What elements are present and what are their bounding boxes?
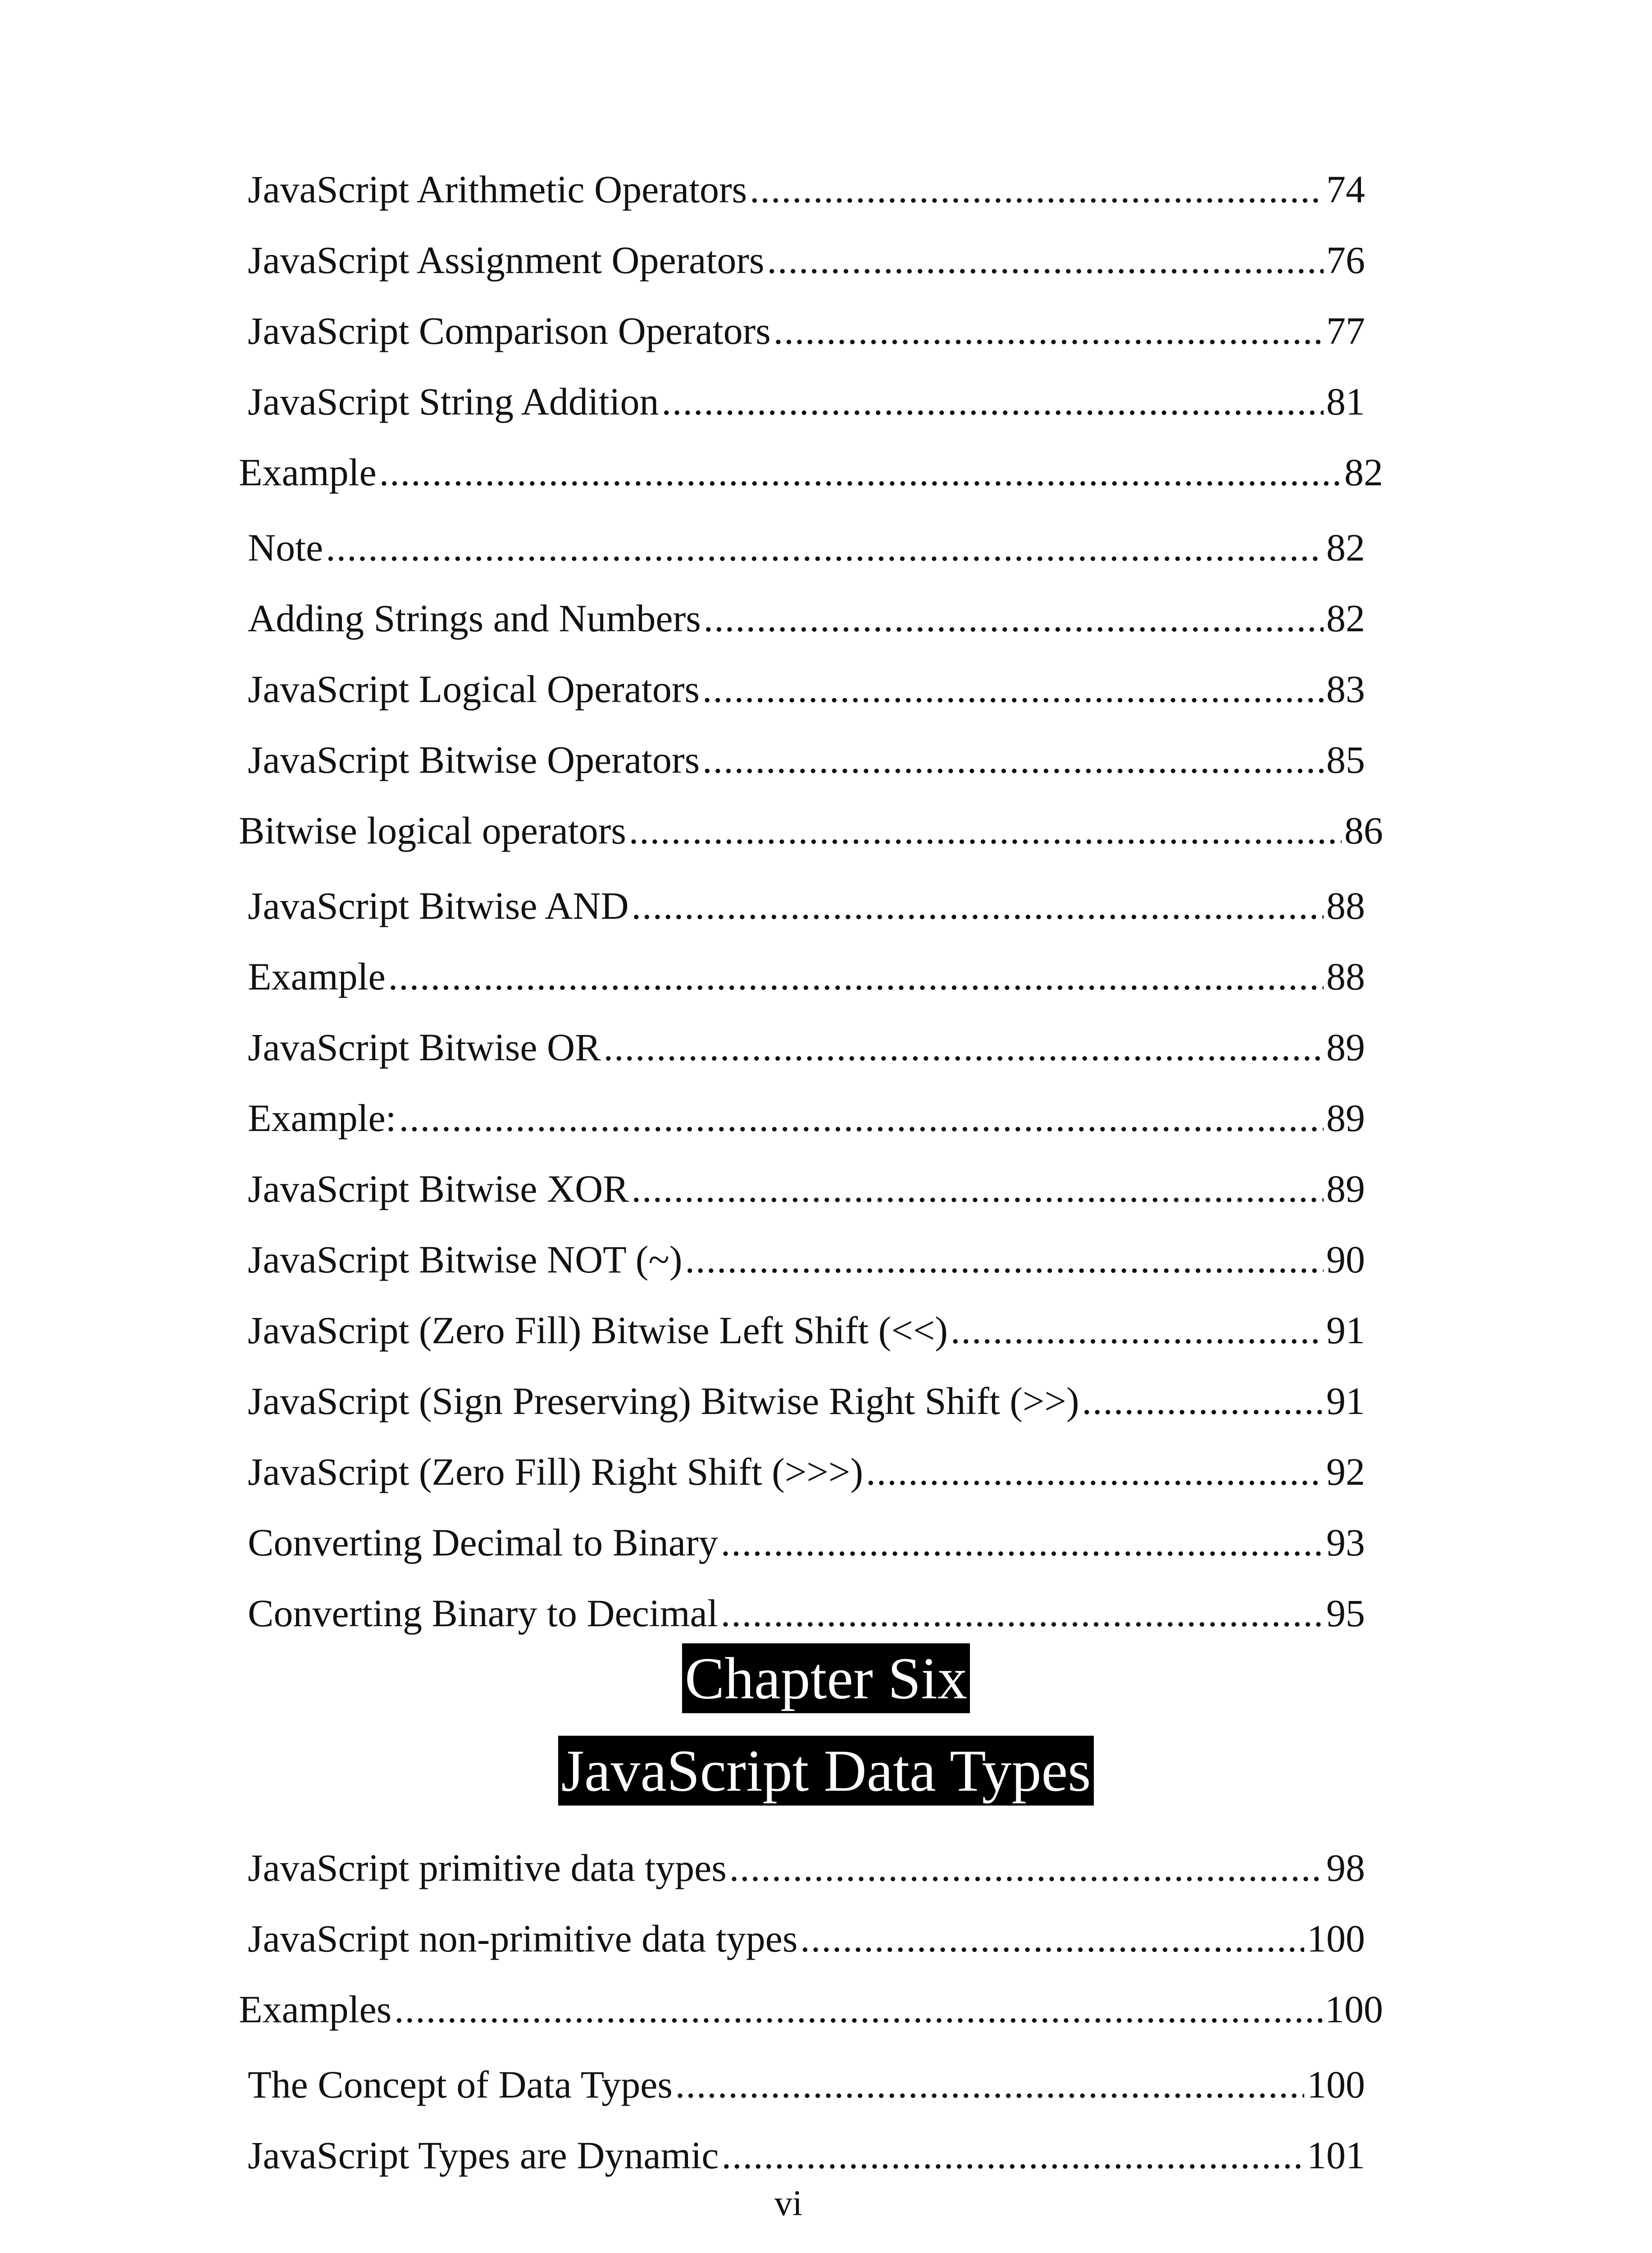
toc-entry-title: JavaScript primitive data types xyxy=(248,1846,727,1889)
toc-entry-title: JavaScript Assignment Operators xyxy=(248,238,765,282)
toc-dot-leader xyxy=(632,879,1324,933)
toc-entry[interactable] xyxy=(248,304,1365,358)
toc-entry-page-number: 82 xyxy=(1326,526,1365,569)
toc-entry[interactable] xyxy=(248,879,1365,933)
toc-dot-leader xyxy=(1082,1374,1324,1428)
toc-entry-title: The Concept of Data Types xyxy=(248,2063,673,2106)
toc-entry-title: JavaScript Bitwise Operators xyxy=(248,738,700,781)
toc-entry-page-number: 89 xyxy=(1326,1096,1365,1140)
toc-entry-title: JavaScript (Zero Fill) Bitwise Left Shift (<<) xyxy=(248,1309,948,1352)
chapter-label xyxy=(0,1645,1652,1712)
toc-entry-page-number: 95 xyxy=(1326,1592,1365,1635)
toc-entry[interactable] xyxy=(248,233,1365,287)
toc-entry-title: JavaScript Arithmetic Operators xyxy=(248,168,747,211)
toc-entry-page-number: 77 xyxy=(1326,309,1365,352)
toc-dot-leader xyxy=(702,733,1324,787)
toc-entry-title: JavaScript (Sign Preserving) Bitwise Right Shift (>>) xyxy=(248,1379,1079,1423)
toc-dot-leader xyxy=(629,803,1342,857)
toc-dot-leader xyxy=(866,1445,1324,1499)
page-number: vi xyxy=(774,2184,803,2223)
toc-dot-leader xyxy=(399,1091,1324,1145)
toc-entry-page-number: 100 xyxy=(1325,1988,1383,2031)
toc-entry-page-number: 85 xyxy=(1326,738,1365,781)
toc-entry-page-number: 100 xyxy=(1307,2063,1365,2106)
toc-entry[interactable] xyxy=(248,162,1365,216)
toc-entry[interactable] xyxy=(248,662,1365,716)
toc-dot-leader xyxy=(632,1162,1324,1216)
toc-entry-page-number: 101 xyxy=(1307,2134,1365,2177)
toc-entry[interactable] xyxy=(248,374,1365,429)
toc-dot-leader xyxy=(604,1020,1324,1074)
toc-dot-leader xyxy=(388,949,1324,1003)
toc-entry-title: JavaScript Bitwise AND xyxy=(248,884,629,927)
toc-entry-page-number: 91 xyxy=(1326,1309,1365,1352)
chapter-title xyxy=(0,1737,1652,1805)
toc-dot-leader xyxy=(951,1303,1324,1357)
toc-entry-page-number: 82 xyxy=(1326,597,1365,640)
toc-entry-page-number: 74 xyxy=(1326,168,1365,211)
toc-entry-page-number: 88 xyxy=(1326,884,1365,927)
toc-entry-title: JavaScript Bitwise NOT (~) xyxy=(248,1238,683,1281)
toc-entry-title: JavaScript Logical Operators xyxy=(248,667,700,711)
toc-entry-title: Bitwise logical operators xyxy=(239,809,626,852)
toc-entry-title: Note xyxy=(248,526,323,569)
toc-dot-leader xyxy=(675,2057,1304,2112)
toc-entry-page-number: 76 xyxy=(1326,238,1365,282)
toc-entry[interactable] xyxy=(248,1303,1365,1357)
toc-dot-leader xyxy=(394,1982,1322,2036)
toc-entry-title: Converting Decimal to Binary xyxy=(248,1521,718,1564)
toc-entry-title: Example xyxy=(239,451,377,494)
toc-entry-page-number: 81 xyxy=(1326,380,1365,423)
toc-dot-leader xyxy=(721,1515,1324,1569)
chapter-label-text: Chapter Six xyxy=(682,1643,970,1713)
toc-entry-title: Converting Binary to Decimal xyxy=(248,1592,718,1635)
chapter-title-text: JavaScript Data Types xyxy=(558,1736,1093,1806)
toc-dot-leader xyxy=(685,1232,1324,1286)
toc-dot-leader xyxy=(662,374,1324,429)
toc-entry[interactable] xyxy=(248,949,1365,1003)
toc-dot-leader xyxy=(767,233,1324,287)
toc-dot-leader xyxy=(774,304,1324,358)
toc-entry[interactable] xyxy=(248,520,1365,575)
toc-entry-page-number: 100 xyxy=(1307,1917,1365,1960)
toc-entry[interactable] xyxy=(248,1445,1365,1499)
toc-dot-leader xyxy=(750,162,1324,216)
toc-dot-leader xyxy=(722,2128,1304,2182)
toc-entry[interactable] xyxy=(248,1020,1365,1074)
toc-entry[interactable] xyxy=(248,1841,1365,1895)
toc-entry[interactable] xyxy=(248,2128,1365,2182)
toc-entry[interactable] xyxy=(248,1515,1365,1569)
toc-entry[interactable] xyxy=(248,1374,1365,1428)
toc-entry[interactable] xyxy=(239,445,1383,499)
toc-entry[interactable] xyxy=(239,803,1383,857)
toc-entry-title: Examples xyxy=(239,1988,392,2031)
toc-entry-page-number: 98 xyxy=(1326,1846,1365,1889)
toc-entry[interactable] xyxy=(248,1091,1365,1145)
toc-entry[interactable] xyxy=(239,1982,1383,2036)
toc-dot-leader xyxy=(704,591,1324,645)
toc-entry[interactable] xyxy=(248,1586,1365,1640)
toc-entry[interactable] xyxy=(248,591,1365,645)
toc-entry-title: Example: xyxy=(248,1096,396,1140)
toc-entry-title: Adding Strings and Numbers xyxy=(248,597,701,640)
toc-entry[interactable] xyxy=(248,1911,1365,1966)
toc-entry-title: JavaScript Bitwise OR xyxy=(248,1026,601,1069)
toc-entry-title: Example xyxy=(248,955,386,998)
toc-dot-leader xyxy=(800,1911,1304,1966)
toc-dot-leader xyxy=(379,445,1342,499)
toc-entry-page-number: 90 xyxy=(1326,1238,1365,1281)
toc-entry-title: JavaScript String Addition xyxy=(248,380,659,423)
toc-entry-page-number: 83 xyxy=(1326,667,1365,711)
toc-dot-leader xyxy=(326,520,1324,575)
toc-entry-title: JavaScript Types are Dynamic xyxy=(248,2134,719,2177)
toc-dot-leader xyxy=(721,1586,1324,1640)
toc-entry[interactable] xyxy=(248,733,1365,787)
toc-entry[interactable] xyxy=(248,2057,1365,2112)
toc-entry-title: JavaScript Comparison Operators xyxy=(248,309,771,352)
toc-entry-page-number: 89 xyxy=(1326,1167,1365,1210)
toc-dot-leader xyxy=(702,662,1324,716)
toc-entry-title: JavaScript (Zero Fill) Right Shift (>>>) xyxy=(248,1450,864,1493)
toc-entry-page-number: 86 xyxy=(1344,809,1383,852)
toc-entry[interactable] xyxy=(248,1162,1365,1216)
toc-entry-page-number: 93 xyxy=(1326,1521,1365,1564)
toc-dot-leader xyxy=(729,1841,1324,1895)
toc-entry-title: JavaScript non-primitive data types xyxy=(248,1917,798,1960)
toc-entry-page-number: 91 xyxy=(1326,1379,1365,1423)
toc-entry-page-number: 92 xyxy=(1326,1450,1365,1493)
toc-entry-page-number: 88 xyxy=(1326,955,1365,998)
toc-entry[interactable] xyxy=(248,1232,1365,1286)
toc-entry-title: JavaScript Bitwise XOR xyxy=(248,1167,629,1210)
toc-entry-page-number: 89 xyxy=(1326,1026,1365,1069)
toc-entry-page-number: 82 xyxy=(1344,451,1383,494)
